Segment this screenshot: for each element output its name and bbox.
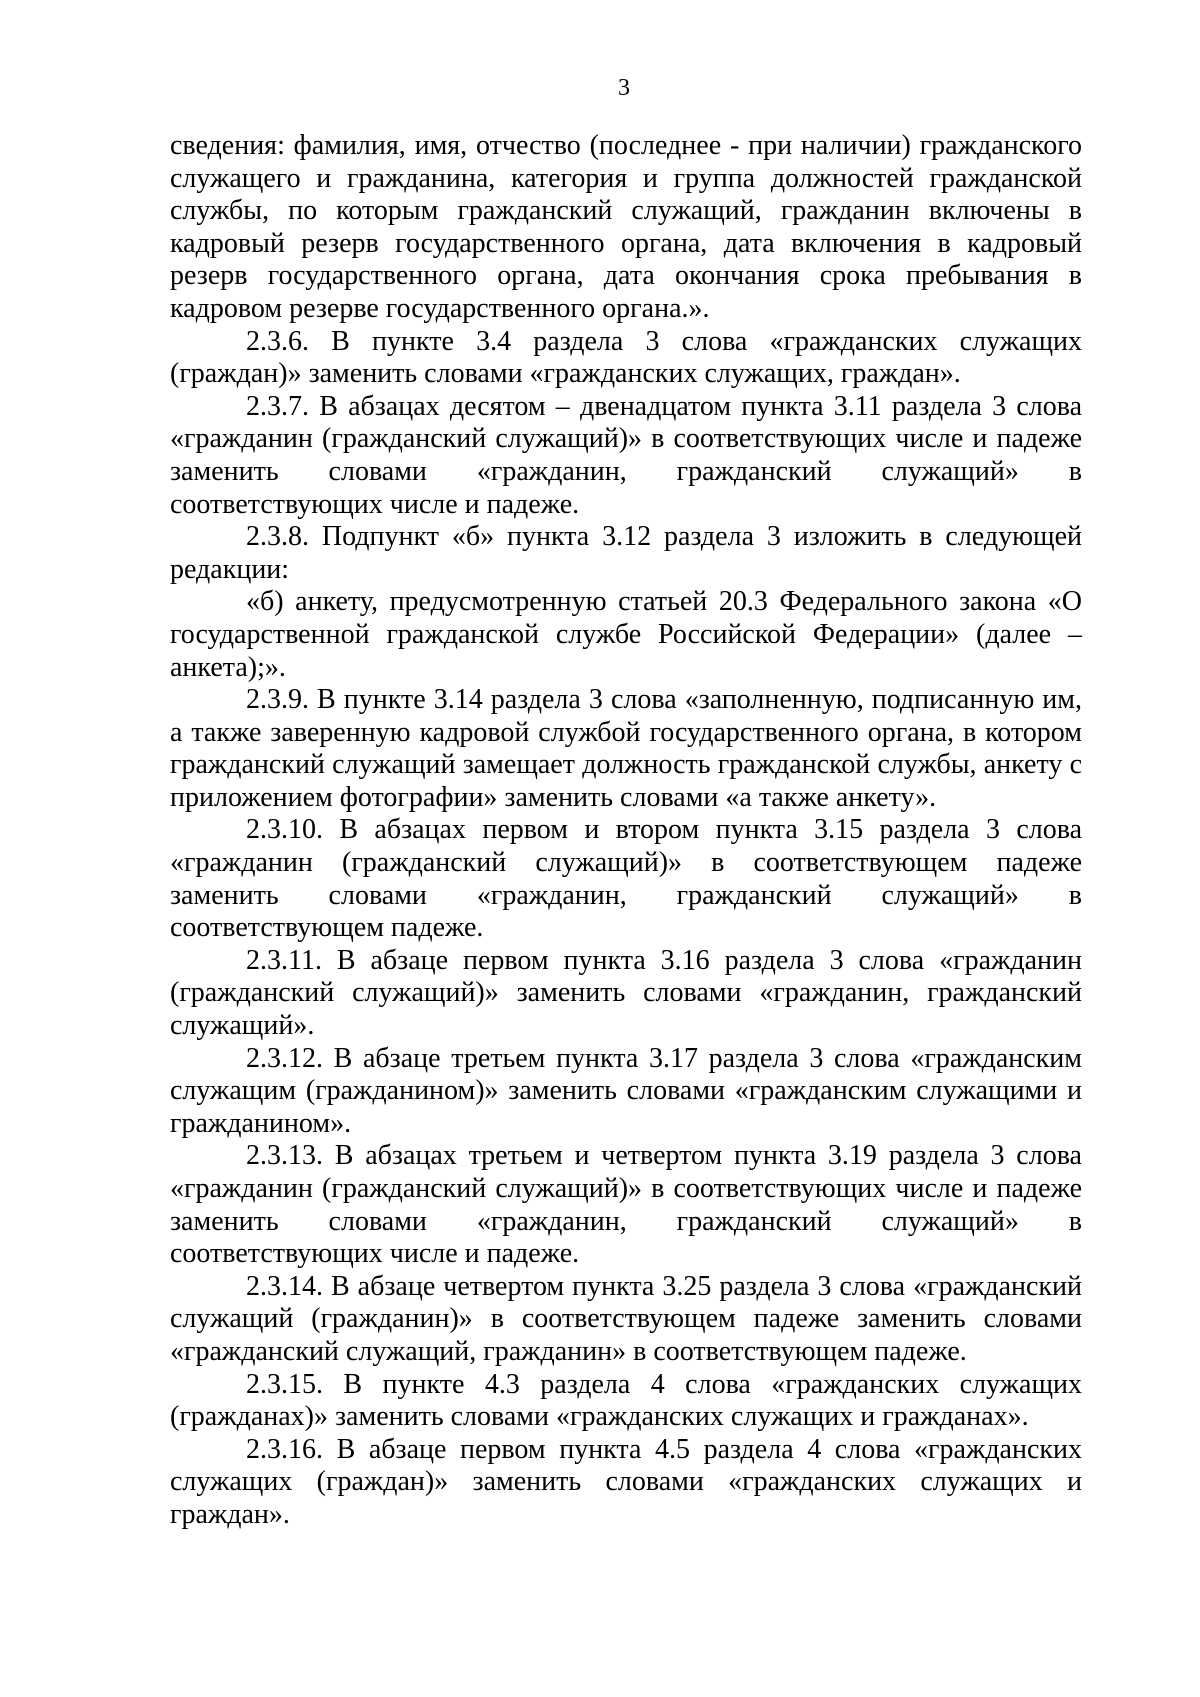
paragraph-2-3-9: 2.3.9. В пункте 3.14 раздела 3 слова «заполненную, подписанную им, а также заверенную кадровой службой государственного органа, в котором гражданский служащий замещает должность гражданской службы, анкету с приложением фотографии» заменить словами «а также анкету». <box>170 684 1082 813</box>
document-body <box>170 130 1082 1532</box>
paragraph-2-3-7: 2.3.7. В абзацах десятом – двенадцатом пункта 3.11 раздела 3 слова «гражданин (гражданский служащий)» в соответствующих числе и падеже заменить словами «гражданин, гражданский служащий» в соответствующих числе и падеже. <box>170 390 1082 520</box>
paragraph-2-3-12: 2.3.12. В абзаце третьем пункта 3.17 раздела 3 слова «гражданским служащим (гражданином)» заменить словами «гражданским служащими и гражданином». <box>170 1042 1082 1139</box>
paragraph-2-3-6: 2.3.6. В пункте 3.4 раздела 3 слова «гражданских служащих (граждан)» заменить словами «гражданских служащих, граждан». <box>170 325 1082 390</box>
paragraph-2-3-16: 2.3.16. В абзаце первом пункта 4.5 раздела 4 слова «гражданских служащих (граждан)» заменить словами «гражданских служащих и граждан». <box>170 1433 1082 1530</box>
paragraph-2-3-14: 2.3.14. В абзаце четвертом пункта 3.25 раздела 3 слова «гражданский служащий (гражданин)» в соответствующем падеже заменить словами «гражданский служащий, гражданин» в соответствующем падеже. <box>170 1270 1082 1367</box>
paragraph-2-3-15: 2.3.15. В пункте 4.3 раздела 4 слова «гражданских служащих (гражданах)» заменить словами «гражданских служащих и гражданах». <box>170 1368 1082 1433</box>
paragraph-2-3-10: 2.3.10. В абзацах первом и втором пункта 3.15 раздела 3 слова «гражданин (гражданский служащий)» в соответствующем падеже заменить словами «гражданин, гражданский служащий» в соответствующем падеже. <box>170 814 1082 944</box>
paragraph-2-3-8: 2.3.8. Подпункт «б» пункта 3.12 раздела 3 изложить в следующей редакции: <box>170 521 1082 585</box>
paragraph-2-3-11: 2.3.11. В абзаце первом пункта 3.16 раздела 3 слова «гражданин (гражданский служащий)» заменить словами «гражданин, гражданский служащий». <box>170 944 1082 1042</box>
paragraph-2-3-8-quote: «б) анкету, предусмотренную статьей 20.3 Федерального закона «О государственной гражданской службе Российской Федерации» (далее – анкета);». <box>170 586 1082 683</box>
paragraph-2-3-13: 2.3.13. В абзацах третьем и четвертом пункта 3.19 раздела 3 слова «гражданин (гражданский служащий)» в соответствующих числе и падеже заменить словами «гражданин, гражданский служащий» в соответствующих числе и падеже. <box>170 1140 1082 1270</box>
paragraph-continuation: сведения: фамилия, имя, отчество (последнее - при наличии) гражданского служащего и гражданина, категория и группа должностей гражданской службы, по которым гражданский служащий, гражданин включены в кадровый резерв государственного органа, дата включения в кадровый резерв государственного органа, дата окончания срока пребывания в кадровом резерве государственного органа.». <box>170 130 1082 324</box>
page-number: 3 <box>618 75 630 101</box>
